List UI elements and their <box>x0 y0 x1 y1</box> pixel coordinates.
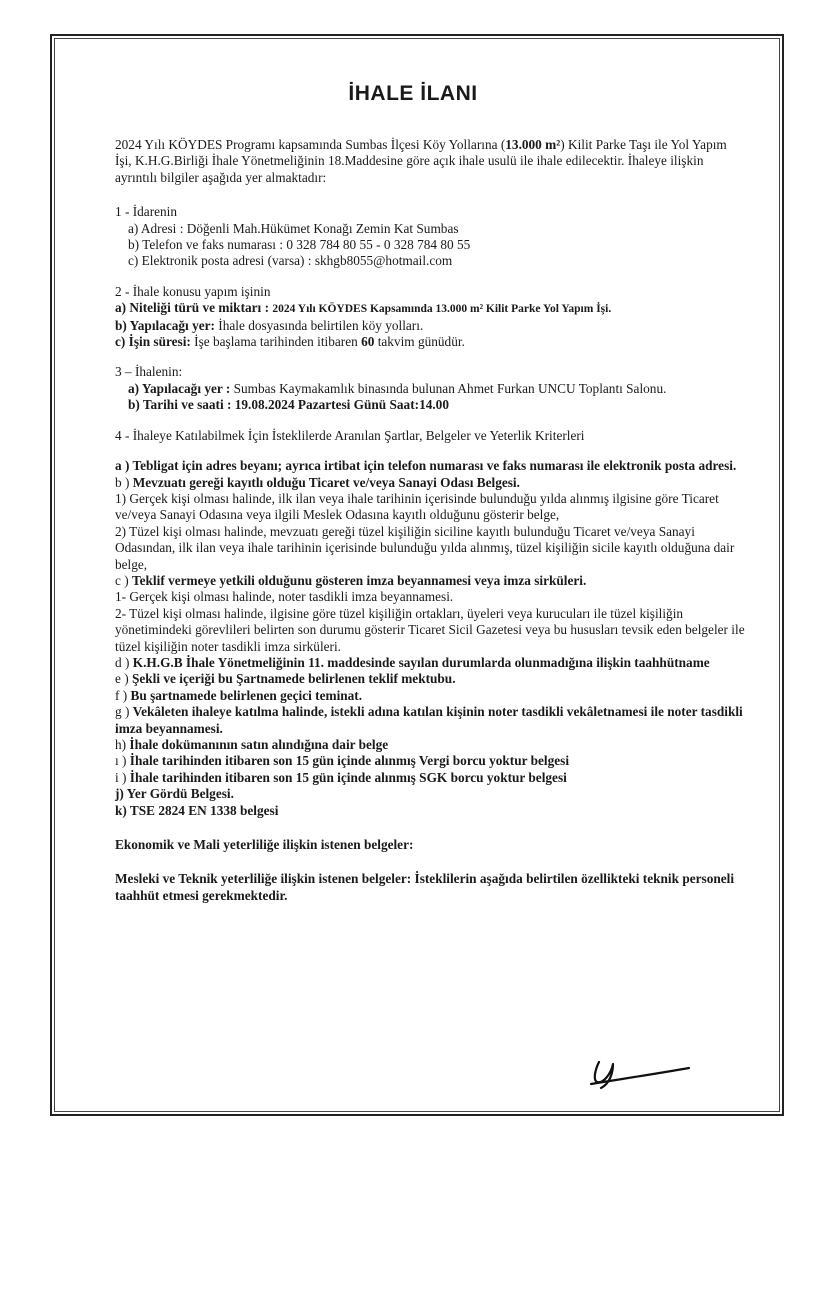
signature-mark <box>585 1040 695 1090</box>
req-a: a ) Tebligat için adres beyanı; ayrıca irtibat için telefon numarası ve faks numarası ile elektronik posta adresi. <box>115 458 737 474</box>
technical-requirements: Mesleki ve Teknik yeterliliğe ilişkin istenen belgeler: İsteklilerin aşağıda belirtilen özellikteki teknik personeli taahhüt etmesi gerekmektedir. <box>115 871 735 903</box>
req-i-dotless: ı ) İhale tarihinden itibaren son 15 gün içinde alınmış Vergi borcu yoktur belgesi <box>115 753 570 769</box>
req-g: g ) Vekâleten ihaleye katılma halinde, istekli adına katılan kişinin noter tasdikli vekâletnamesi ile noter tasdikli imza beyannamesi. <box>115 704 743 736</box>
tender-date-line: b) Tarihi ve saati : 19.08.2024 Pazartesi Günü Saat:14.00 <box>128 397 449 413</box>
section-1-heading: 1 - İdarenin <box>115 204 178 220</box>
location-line: b) Yapılacağı yer: İhale dosyasında belirtilen köy yolları. <box>115 317 424 333</box>
section-2-heading: 2 - İhale konusu yapım işinin <box>115 283 271 299</box>
section-4-heading: 4 - İhaleye Katılabilmek İçin İsteklilerde Aranılan Şartlar, Belgeler ve Yeterlik Kriterleri <box>115 427 585 443</box>
section-3-heading: 3 – İhalenin: <box>115 364 183 380</box>
req-c: c ) Teklif vermeye yetkili olduğunu gösteren imza beyannamesi veya imza sirküleri. <box>115 572 587 588</box>
req-b: b ) Mevzuatı gereği kayıtlı olduğu Ticaret ve/veya Sanayi Odası Belgesi. <box>115 474 520 490</box>
req-h: h) İhale dokümanının satın alındığına dair belge <box>115 737 389 752</box>
nature-line: a) Niteliği türü ve miktarı : 2024 Yılı KÖYDES Kapsamında 13.000 m² Kilit Parke Yol Yapım İşi. <box>115 300 612 316</box>
req-i: i ) İhale tarihinden itibaren son 15 gün içinde alınmış SGK borcu yoktur belgesi <box>115 769 567 785</box>
phone-line: b) Telefon ve faks numarası : 0 328 784 80 55 - 0 328 784 80 55 <box>128 237 471 253</box>
req-d: d ) K.H.G.B İhale Yönetmeliğinin 11. maddesinde sayılan durumlarda olunmadığına ilişkin taahhütname <box>115 654 710 670</box>
req-j: j) Yer Gördü Belgesi. <box>115 786 234 802</box>
req-b-2: 2) Tüzel kişi olması halinde, mevzuatı gereği tüzel kişiliğin siciline kayıtlı bulunduğu Ticaret ve/veya Sanayi Odasından, ilk ilan veya ihale tarihinin içerisinde bulunduğu yılda alınmış, tüzel kişiliğin sicile kayıtlı olduğuna dair belge, <box>115 523 735 572</box>
email-line: c) Elektronik posta adresi (varsa) : skhgb8055@hotmail.com <box>128 253 453 269</box>
address-line: a) Adresi : Döğenli Mah.Hükümet Konağı Zemin Kat Sumbas <box>128 220 459 236</box>
intro-paragraph: 2024 Yılı KÖYDES Programı kapsamında Sumbas İlçesi Köy Yollarına (13.000 m²) Kilit Parke Taşı ile Yol Yapım İşi, K.H.G.Birliği İhale Yönetmeliğinin 18.Maddesine göre açık ihale usulü ile ihale edilecektir. İhaleye ilişkin ayrıntılı bilgiler aşağıda yer almaktadır: <box>115 137 727 185</box>
req-c-1: 1- Gerçek kişi olması halinde, noter tasdikli imza beyannamesi. <box>115 589 454 605</box>
req-c-2: 2- Tüzel kişi olması halinde, ilgisine göre tüzel kişiliğin ortakları, üyeleri veya kurucuları ile tüzel kişiliğin yönetimindeki görevlileri belirten son durumu gösterir Ticaret Sicil Gazetesi veya bu hususları tevsik eden belgeler ile tüzel kişiliğin noter tasdikli imza sirküleri. <box>115 605 745 654</box>
tender-place-line: a) Yapılacağı yer : Sumbas Kaymakamlık binasında bulunan Ahmet Furkan UNCU Toplantı Salonu. <box>128 380 667 396</box>
req-f: f ) Bu şartnamede belirlenen geçici teminat. <box>115 687 363 703</box>
req-k: k) TSE 2824 EN 1338 belgesi <box>115 802 279 818</box>
document-title: İHALE İLANI <box>348 82 478 105</box>
req-b-1: 1) Gerçek kişi olması halinde, ilk ilan veya ihale tarihinin içerisinde bulunduğu yılda alınmış ilgisine göre Ticaret ve/veya Sanayi Odasına veya ilgili Meslek Odasına kayıtlı olduğunu gösterir belge, <box>115 490 719 523</box>
economic-requirements: Ekonomik ve Mali yeterliliğe ilişkin istenen belgeler: <box>115 837 414 853</box>
duration-line: c) İşin süresi: İşe başlama tarihinden itibaren 60 takvim günüdür. <box>115 334 465 350</box>
document-body <box>115 137 745 904</box>
req-e: e ) Şekli ve içeriği bu Şartnamede belirlenen teklif mektubu. <box>115 671 456 687</box>
